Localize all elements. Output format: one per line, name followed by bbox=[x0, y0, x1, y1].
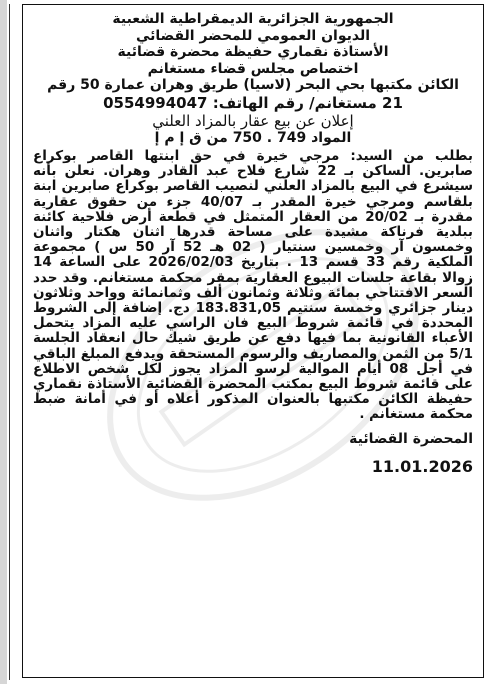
notice-body: بطلب من السيد: مرجي خيرة في حق ابنتها القاصر بوكراع صابرين. الساكن بـ 22 شارع فلاح عبد القادر وهران. نعلن بأنه سيشرع في البيع بالمزاد العلني لنصيب القاصر بوكراع صابرين ابنة بلقاسم ومرجي خيرة المقدر بـ 40/07 جزء من حقوق عقارية مقدرة بـ 20/02 من العقار المتمثل في قطعة أرض فلاحية كائنة ببلدية فرناكة مشيدة على مساحة قدرها اثنان هكتار واثنان وخمسون آر وخمسين سنتيار ( 02 هـ 52 آر 50 س ) مجموعة الملكية رقم 33 قسم 13 . بتاريخ 2026/02/03 على الساعة 14 زوالا بقاعة جلسات البيوع العقارية بمقر محكمة مستغانم. وقد حدد السعر الافتتاحي بمائة وثلاثة وثمانون ألف وثمانمائة وواحد وثلاثون دينار جزائري وخمسة سنتيم 183.831,05 دج. إضافة إلى الشروط المحددة في قائمة شروط البيع فان الراسي عليه المزاد يتحمل الأعباء القانونية بما فيها دفع عن طريق شيك حال انعقاد الجلسة 5/1 من الثمن والمصاريف والرسوم المستحقة ويدفع المبلغ الباقي في أجل 08 أيام الموالية لرسو المزاد يجوز لكل شخص الاطلاع على قائمة شروط البيع بمكتب المحضرة القضائية الأستاذة نقماري حفيظة الكائن مكتبها بالعنوان المذكور أعلاه أو في أمانة ضبط محكمة مستغانم . bbox=[33, 148, 474, 423]
header-republic: الجمهورية الجزائرية الديمقراطية الشعبية bbox=[112, 11, 394, 27]
header-address: الكائن مكتبها بحي البحر (لاسيا) طريق وهران عمارة 50 رقم bbox=[47, 77, 459, 93]
header-bailiff: الأستاذة نقماري حفيظة محضرة قضائية bbox=[117, 44, 389, 60]
column-divider bbox=[9, 4, 10, 680]
notice-title: إعلان عن بيع عقار بالمزاد العلني bbox=[152, 111, 354, 130]
legal-articles: المواد 749 . 750 من ق إ م إ bbox=[154, 129, 352, 146]
page-edge-shadow bbox=[0, 0, 7, 684]
header-phone: 21 مستغانم/ رقم الهاتف: 0554994047 bbox=[103, 93, 403, 112]
signature-date: 11.01.2026 bbox=[371, 456, 473, 476]
notice-frame bbox=[22, 4, 484, 678]
notice-content bbox=[23, 5, 483, 475]
signature-role: المحضرة القضائية bbox=[349, 430, 473, 447]
header-office: الديوان العمومي للمحضر القضائي bbox=[135, 27, 371, 44]
header-jurisdiction: اختصاص مجلس قضاء مستغانم bbox=[147, 60, 359, 77]
